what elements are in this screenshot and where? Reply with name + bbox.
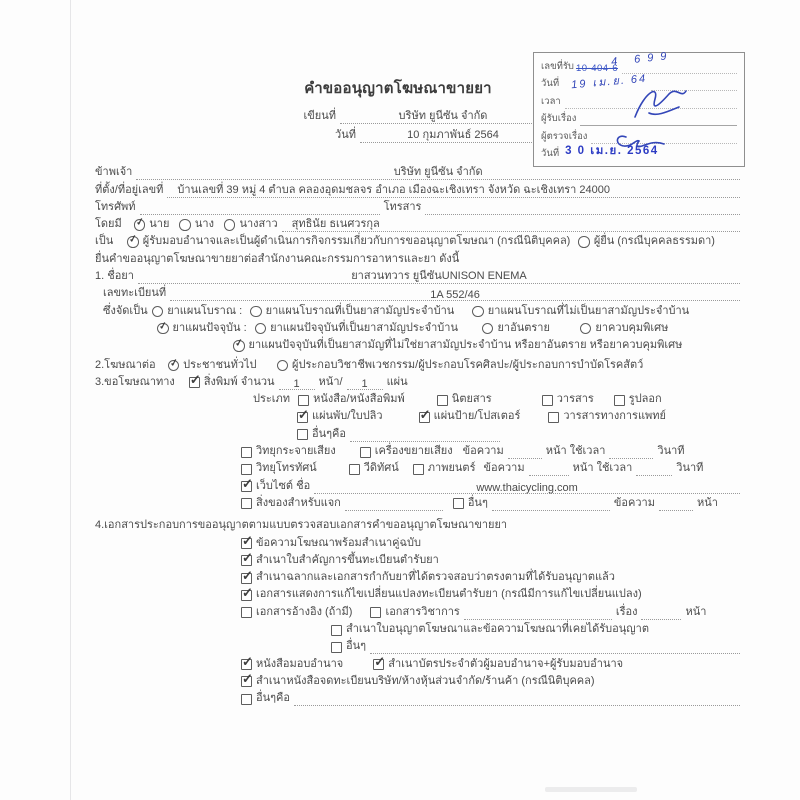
fill-line	[464, 602, 612, 619]
check-mark: ✓	[234, 337, 245, 350]
form-label: ข้อความโฆษณาพร้อมสำเนาคู่ฉบับ	[256, 536, 421, 549]
form-label: วีดิทัศน์	[363, 462, 399, 475]
form-line	[95, 672, 740, 689]
form-label: นาง	[194, 218, 214, 231]
form-label: รูปลอก	[628, 393, 662, 406]
date-fill	[360, 124, 546, 143]
form-label: 3.ขอโฆษณาทาง	[95, 375, 175, 388]
time-label: เวลา	[541, 95, 561, 107]
check-checked-icon	[241, 476, 253, 492]
form-label: ยาแผนปัจจุบันที่เป็นยาสามัญที่ไม่ใช่ยาสามัญประจำบ้าน หรือยาอันตราย หรือยาควบคุมพิเศษ	[248, 339, 683, 352]
form-label: สำเนาบัตรประจำตัวผู้มอบอำนาจ+ผู้รับมอบอำนาจ	[388, 657, 624, 670]
form-label: เครื่องขยายเสียง	[374, 445, 453, 458]
check-unchecked-icon	[453, 498, 464, 509]
form-label: แผ่นป้าย/โปสเตอร์	[433, 410, 521, 423]
check-checked-icon	[241, 567, 253, 584]
date-row	[250, 124, 546, 143]
form-label: ผู้รับมอบอำนาจและเป็นผู้ดำเนินการกิจกรรมเกี่ยวกับการขออนุญาตโฆษณา (กรณีนิติบุคคล)	[142, 235, 571, 248]
radio-unchecked-icon	[482, 323, 494, 335]
written-at-label: เขียนที่	[303, 110, 336, 122]
fill-line	[136, 163, 740, 180]
form-label: ข้อความ	[483, 462, 525, 475]
fill-line	[425, 198, 740, 215]
form-label: หน้า/	[318, 375, 343, 388]
form-line	[95, 232, 740, 249]
form-line	[95, 533, 740, 550]
fill-value: สุทธินัย ธเนศวรกุล	[291, 218, 380, 231]
radio-checked-icon	[134, 216, 146, 231]
form-label: ยาแผนปัจจุบัน :	[172, 321, 247, 334]
check-mark: ✓	[419, 406, 431, 422]
form-line	[95, 620, 740, 637]
form-line	[95, 336, 740, 353]
form-label: 1. ชื่อยา	[95, 270, 134, 283]
form-label: วิทยุโทรทัศน์	[256, 462, 317, 475]
check-unchecked-icon	[331, 642, 342, 653]
form-label: เอกสารวิชาการ	[385, 605, 460, 618]
check-unchecked-icon	[298, 395, 309, 406]
check-unchecked-icon	[360, 447, 371, 458]
form-label: ยาแผนโบราณที่เป็นยาสามัญประจำบ้าน	[265, 304, 455, 317]
fill-line	[641, 602, 681, 619]
form-line	[95, 459, 740, 476]
check-mark: ✓	[128, 233, 139, 247]
check-checked-icon	[241, 584, 253, 601]
form-label: เอกสารอ้างอิง (ถ้ามี)	[256, 605, 353, 618]
fill-value: 1	[361, 377, 368, 390]
check-mark: ✓	[242, 584, 253, 600]
fill-line	[282, 215, 740, 232]
fill-value: บริษัท ยูนีซัน จำกัด	[393, 166, 483, 179]
check-checked-icon	[241, 654, 253, 670]
form-line	[95, 284, 740, 301]
form-line	[95, 689, 740, 706]
form-line	[95, 424, 740, 441]
radio-checked-icon	[127, 233, 139, 248]
form-label: หนังสือมอบอำนาจ	[256, 657, 344, 670]
fill-line	[294, 689, 740, 706]
check-mark: ✓	[189, 372, 201, 388]
form-line	[95, 516, 740, 533]
form-label: วินาที	[657, 445, 685, 458]
check-checked-icon	[241, 533, 253, 549]
radio-unchecked-icon	[179, 219, 191, 231]
check-unchecked-icon	[542, 395, 553, 406]
form-label: ผู้ยื่น (กรณีบุคคลธรรมดา)	[593, 235, 715, 248]
form-body	[95, 163, 740, 706]
radio-unchecked-icon	[224, 219, 236, 231]
form-label: เอกสารแสดงการแก้ไขเปลี่ยนแปลงทะเบียนตำรับยา (กรณีมีการแก้ไขเปลี่ยนแปลง)	[256, 588, 642, 601]
form-label: แผ่น	[386, 375, 408, 388]
radio-unchecked-icon	[152, 306, 164, 318]
check-mark: ✓	[242, 476, 253, 492]
check-unchecked-icon	[241, 498, 252, 509]
check-checked-icon	[297, 406, 309, 423]
form-label: ภาพยนตร์	[427, 462, 476, 475]
form-line	[95, 198, 740, 215]
form-line	[95, 637, 740, 654]
check-unchecked-icon	[548, 412, 559, 423]
check-mark: ✓	[168, 356, 179, 370]
receipt-no-handwritten: 4 699	[610, 49, 674, 69]
form-label: สิ่งพิมพ์ จำนวน	[203, 375, 275, 388]
form-label: ผู้ประกอบวิชาชีพเวชกรรม/ผู้ประกอบโรคศิลปะ/ผู้ประกอบการบำบัดโรคสัตว์	[292, 358, 644, 371]
form-line	[95, 568, 740, 585]
form-label: ยาแผนปัจจุบันที่เป็นยาสามัญประจำบ้าน	[270, 321, 458, 334]
check-unchecked-icon	[241, 694, 252, 705]
form-label: ยื่นคำขออนุญาตโฆษณาขายยาต่อสำนักงานคณะกรรมการอาหารและยา ดังนี้	[95, 252, 460, 265]
check-unchecked-icon	[413, 464, 424, 475]
check-unchecked-icon	[241, 447, 252, 458]
form-label: ที่ตั้ง/ที่อยู่เลขที่	[95, 183, 164, 196]
fill-line	[659, 494, 693, 511]
check-checked-icon	[419, 406, 431, 423]
check-unchecked-icon	[349, 464, 360, 475]
check-mark: ✓	[242, 654, 253, 670]
written-at-fill	[340, 105, 546, 124]
form-line	[95, 163, 740, 180]
form-line	[95, 267, 740, 284]
form-label: นิตยสาร	[451, 393, 492, 406]
date-value: 10 กุมภาพันธ์ 2564	[407, 129, 499, 141]
form-label: ประชาชนทั่วไป	[183, 358, 257, 371]
form-header	[250, 76, 546, 143]
check-unchecked-icon	[437, 395, 448, 406]
form-label: วารสาร	[556, 393, 594, 406]
form-label: สำเนาหนังสือจดทะเบียนบริษัท/ห้างหุ้นส่วนจำกัด/ร้านค้า (กรณีนิติบุคคล)	[256, 674, 595, 687]
radio-unchecked-icon	[255, 323, 267, 335]
form-label: 2.โฆษณาต่อ	[95, 358, 156, 371]
form-line	[95, 585, 740, 602]
form-label: ซึ่งจัดเป็น	[103, 304, 148, 317]
check-unchecked-icon	[614, 395, 625, 406]
form-line	[95, 494, 740, 511]
form-label: ข้อความ	[462, 445, 504, 458]
check-unchecked-icon	[241, 464, 252, 475]
form-label: 4.เอกสารประกอบการขออนุญาตตามแบบตรวจสอบเอกสารคำขออนุญาตโฆษณาขายยา	[95, 519, 508, 532]
fill-line	[347, 373, 383, 390]
fill-line	[170, 284, 740, 301]
form-line	[95, 180, 740, 197]
received-date-handwritten: 19 เม.ย. 64	[570, 72, 648, 92]
receiver-signature-icon	[629, 83, 691, 125]
form-line	[95, 373, 740, 390]
radio-checked-icon	[233, 337, 245, 352]
fill-line	[636, 459, 672, 476]
form-line	[95, 442, 740, 459]
form-label: หน้า	[696, 496, 718, 509]
form-label: สำเนาใบอนุญาตโฆษณาและข้อความโฆษณาที่เคยได้รับอนุญาต	[346, 623, 649, 636]
fill-line	[508, 442, 542, 459]
check-checked-icon	[189, 372, 201, 388]
form-label: สำเนาฉลากและเอกสารกำกับยาที่ได้ตรวจสอบว่าตรงตามที่ได้รับอนุญาตแล้ว	[256, 571, 615, 584]
form-label: ข้อความ	[613, 496, 655, 509]
written-at-value: บริษัท ยูนีซัน จำกัด	[398, 110, 488, 122]
form-label: หน้า ใช้เวลา	[545, 445, 606, 458]
form-line	[95, 476, 740, 493]
fill-line	[314, 476, 740, 493]
form-line	[95, 319, 740, 336]
receipt-no-stamp: 10-404-6	[575, 62, 618, 74]
radio-unchecked-icon	[472, 306, 484, 318]
form-label: ประเภท	[253, 393, 291, 406]
form-label: นางสาว	[239, 218, 278, 231]
form-label: หนังสือ/หนังสือพิมพ์	[313, 393, 405, 406]
form-line	[95, 602, 740, 619]
approved-date-stamp: 3 0 เม.ย. 2564	[565, 145, 659, 157]
fill-line	[138, 267, 740, 284]
form-label: อื่นๆ	[346, 640, 367, 653]
fill-line	[370, 637, 740, 654]
form-label: เรื่อง	[615, 605, 638, 618]
form-label: สำเนาใบสำคัญการขึ้นทะเบียนตำรับยา	[256, 553, 439, 566]
check-mark: ✓	[298, 406, 309, 422]
form-line	[95, 301, 740, 318]
form-label: เลขทะเบียนที่	[103, 287, 167, 300]
fill-value: www.thaicycling.com	[476, 481, 578, 494]
check-unchecked-icon	[241, 607, 252, 618]
form-label: ยาแผนโบราณที่ไม่เป็นยาสามัญประจำบ้าน	[487, 304, 690, 317]
check-mark: ✓	[242, 533, 253, 549]
radio-checked-icon	[157, 320, 169, 335]
radio-checked-icon	[168, 356, 180, 372]
form-line	[95, 215, 740, 232]
fill-line	[345, 494, 443, 511]
fill-line	[167, 180, 740, 197]
form-label: หน้า	[685, 605, 707, 618]
received-date-label: วันที่	[541, 78, 560, 89]
form-label: แผ่นพับ/ใบปลิว	[312, 410, 383, 423]
date-label: วันที่	[335, 129, 356, 141]
form-line	[95, 390, 740, 407]
fill-line	[350, 424, 500, 441]
form-label: อื่นๆคือ	[312, 427, 346, 440]
page-edge-line	[70, 0, 71, 800]
check-unchecked-icon	[297, 429, 308, 440]
radio-unchecked-icon	[580, 323, 592, 335]
form-label: อื่นๆคือ	[256, 692, 290, 705]
form-label: วารสารทางการแพทย์	[563, 410, 667, 423]
radio-unchecked-icon	[578, 236, 590, 248]
fill-line	[492, 494, 610, 511]
fill-value: บ้านเลขที่ 39 หมู่ 4 ตำบล คลองอุดมชลจร อำเภอ เมืองฉะเชิงเทรา จังหวัด ฉะเชิงเทรา 24000	[177, 183, 611, 196]
form-label: เว็บไซต์ ชื่อ	[256, 479, 311, 492]
fill-value: 1A 552/46	[430, 289, 480, 302]
fill-line	[529, 459, 569, 476]
form-label: โทรศัพท์	[95, 200, 136, 213]
form-line	[95, 654, 740, 671]
examiner-label: ผู้ตรวจเรื่อง	[541, 130, 588, 142]
check-unchecked-icon	[370, 607, 381, 618]
check-mark: ✓	[242, 671, 253, 687]
check-mark: ✓	[242, 550, 253, 566]
fill-line	[279, 373, 315, 390]
receiver-label: ผู้รับเรื่อง	[541, 113, 577, 124]
form-title: คำขออนุญาตโฆษณาขายยา	[304, 80, 492, 97]
form-line	[95, 551, 740, 568]
form-label: เป็น	[95, 235, 114, 248]
written-at-row	[250, 105, 546, 124]
form-label: วินาที	[676, 462, 704, 475]
form-label: ยาแผนโบราณ :	[167, 304, 243, 317]
radio-unchecked-icon	[250, 306, 262, 318]
check-checked-icon	[241, 550, 253, 566]
examiner-signature-icon	[612, 131, 668, 153]
form-label: อื่นๆ	[467, 496, 488, 509]
receipt-no-label: เลขที่รับ	[541, 60, 574, 72]
form-label: ยาอันตราย	[497, 321, 550, 334]
form-label: โดยมี	[95, 218, 122, 231]
form-label: ยาควบคุมพิเศษ	[595, 321, 669, 334]
check-checked-icon	[373, 654, 386, 670]
receipt-stamp-box	[533, 49, 745, 167]
fill-line	[140, 198, 380, 215]
check-checked-icon	[241, 671, 253, 687]
fill-value: ยาสวนทวาร ยูนีซันUNISON ENEMA	[351, 270, 527, 283]
radio-unchecked-icon	[277, 360, 289, 372]
form-label: นาย	[149, 218, 170, 231]
form-label: โทรสาร	[383, 200, 422, 213]
check-unchecked-icon	[331, 625, 342, 636]
check-mark: ✓	[374, 654, 386, 670]
form-line	[95, 355, 740, 372]
watermark-artifact	[545, 787, 637, 792]
fill-value: 1	[293, 377, 300, 390]
check-mark: ✓	[158, 320, 169, 333]
check-mark: ✓	[242, 567, 253, 583]
form-label: วิทยุกระจายเสียง	[256, 445, 336, 458]
approved-date-label: วันที่	[541, 148, 560, 159]
form-line	[95, 249, 740, 266]
form-label: ข้าพเจ้า	[95, 166, 133, 179]
form-line	[95, 407, 740, 424]
form-label: สิ่งของสำหรับแจก	[256, 496, 341, 509]
form-label: หน้า ใช้เวลา	[572, 462, 633, 475]
check-mark: ✓	[134, 216, 146, 229]
fill-line	[609, 442, 653, 459]
